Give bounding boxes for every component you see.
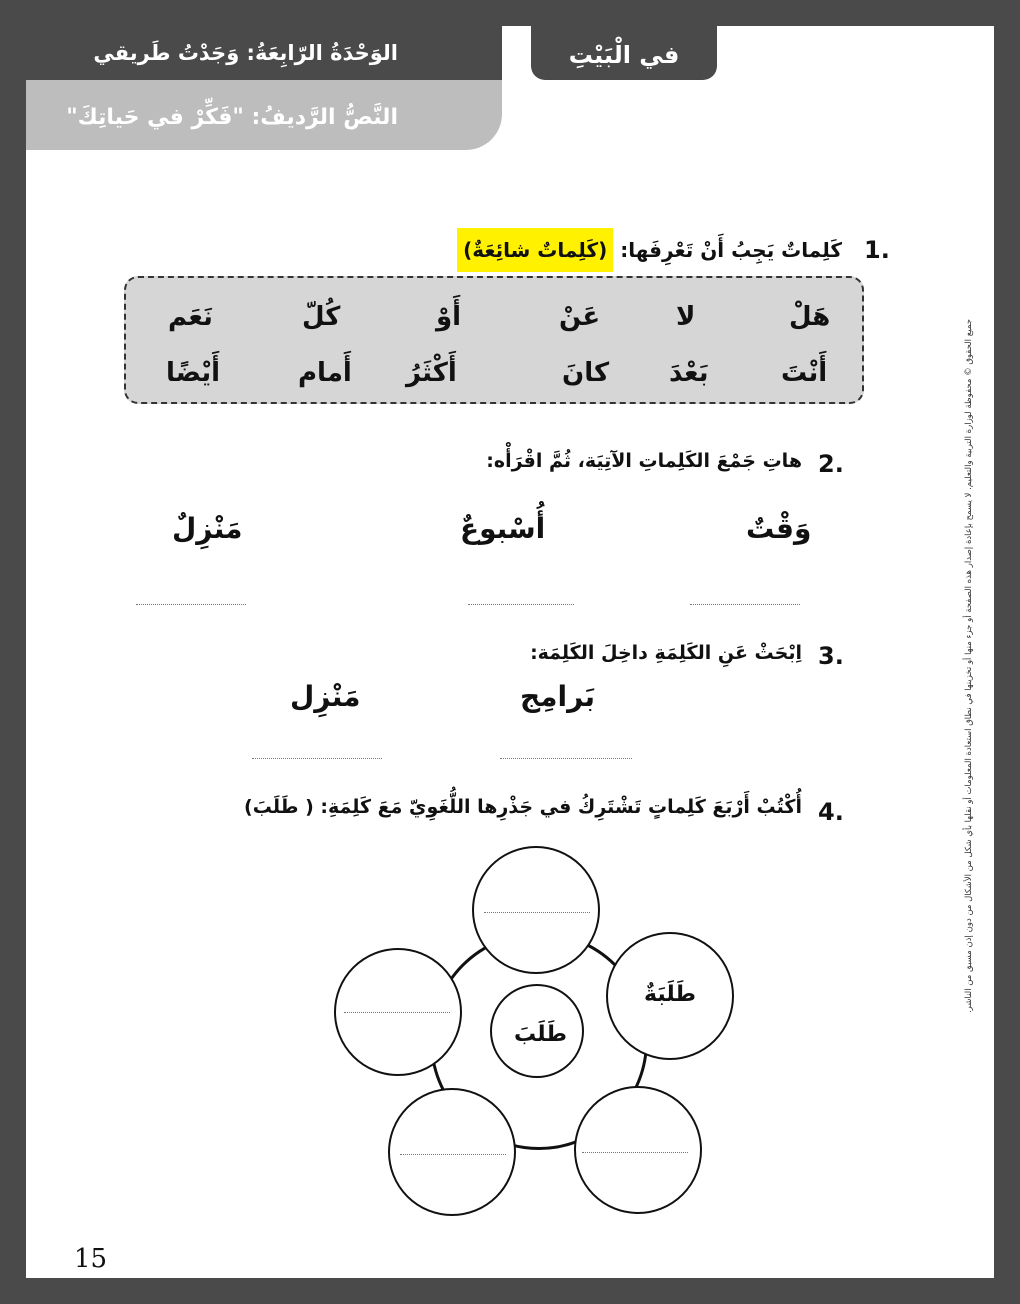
q1-highlight: (كَلِماتٌ شائِعَةٌ)	[457, 228, 613, 272]
q1-prompt-text: كَلِماتٌ يَجِبُ أَنْ تَعْرِفَها:	[620, 238, 842, 262]
common-words-box	[124, 276, 864, 404]
q3-prompt: اِبْحَثْ عَنِ الكَلِمَةِ داخِلَ الكَلِمَة:	[530, 642, 802, 664]
answer-line[interactable]	[582, 1152, 688, 1153]
word: نَعَم	[168, 302, 213, 332]
answer-circle-top	[472, 846, 600, 974]
plural-word: أُسْبوعٌ	[460, 512, 546, 545]
subtitle: النَّصُّ الرَّديفُ: "فَكِّرْ في حَياتِكَ"	[26, 80, 502, 150]
answer-line[interactable]	[252, 758, 382, 759]
q2-number: 2.	[818, 450, 844, 478]
q2-prompt: هاتِ جَمْعَ الكَلِماتِ الآتِيَة، ثُمَّ اقْرَأْه:	[486, 450, 802, 472]
q4-prompt: أُكْتُبْ أَرْبَعَ كَلِماتٍ تَشْتَرِكُ في جَذْرِها اللُّغَوِيّ مَعَ كَلِمَةِ: ( طَلَبَ)	[244, 796, 802, 818]
unit-title: الوَحْدَةُ الرّابِعَةُ: وَجَدْتُ طَريقي	[26, 26, 502, 80]
answer-line[interactable]	[400, 1154, 506, 1155]
word: أَوْ	[436, 302, 462, 332]
answer-line[interactable]	[468, 604, 574, 605]
example-word: طَلَبَةٌ	[644, 982, 697, 1007]
word: بَعْدَ	[669, 358, 709, 388]
word: كُلّ	[302, 302, 341, 332]
worksheet-page	[26, 26, 994, 1278]
word: أَيْضًا	[166, 358, 221, 388]
word: أَنْتَ	[781, 358, 828, 388]
home-tab: في الْبَيْتِ	[531, 26, 717, 80]
search-word: بَرامِج	[520, 680, 596, 713]
word: أَمام	[298, 358, 352, 388]
answer-line[interactable]	[344, 1012, 450, 1013]
answer-circle-bottom-left	[388, 1088, 516, 1216]
answer-line[interactable]	[500, 758, 632, 759]
word: هَلْ	[789, 302, 831, 332]
answer-line[interactable]	[690, 604, 800, 605]
word: أَكْثَرُ	[406, 358, 457, 388]
q1-prompt	[457, 238, 842, 262]
search-word: مَنْزِل	[290, 680, 361, 713]
q1-number: 1.	[864, 236, 890, 264]
copyright-notice: جميع الحقوق © محفوظة لوزارة التربية والتعليم. لا يسمح بإعادة إصدار هذه الصفحة أو جزء منها أو تخزينها في نطاق استعادة المعلومات أو نقلها بأي شكل من الأشكال من دون إذن مسبق من الناشر.	[964, 318, 974, 1014]
word: كانَ	[562, 358, 610, 388]
plural-word: مَنْزِلٌ	[172, 512, 243, 545]
answer-line[interactable]	[484, 912, 590, 913]
q4-number: 4.	[818, 798, 844, 826]
page-number: 15	[74, 1244, 108, 1274]
word: لا	[676, 302, 696, 332]
answer-circle-bottom-right	[574, 1086, 702, 1214]
word: عَنْ	[559, 302, 601, 332]
root-word: طَلَبَ	[514, 1022, 567, 1047]
q3-number: 3.	[818, 642, 844, 670]
answer-line[interactable]	[136, 604, 246, 605]
plural-word: وَقْتٌ	[746, 512, 812, 545]
